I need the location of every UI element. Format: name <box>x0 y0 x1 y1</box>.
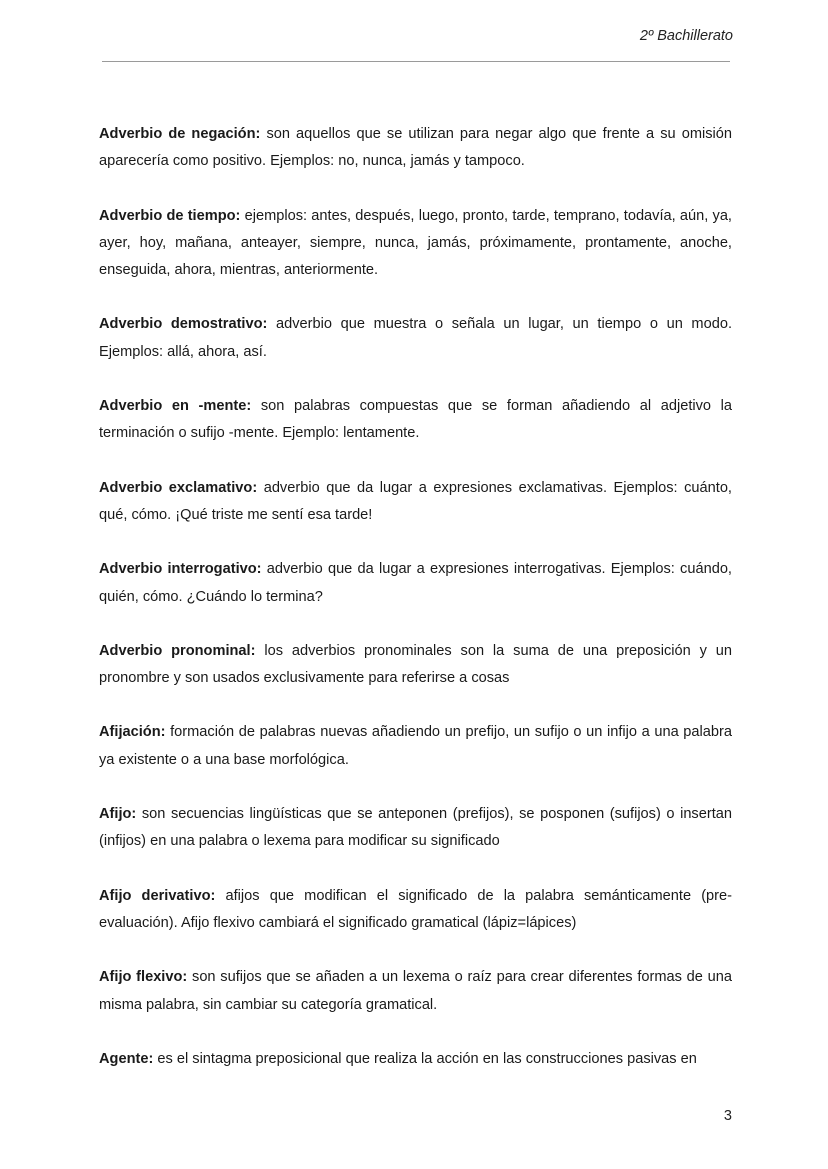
glossary-entry <box>99 964 732 1019</box>
glossary-entry <box>99 121 732 176</box>
entry-definition: los adverbios pronominales son la suma de una preposición y un pronombre y son usados exclusivamente para referirse a cosas <box>99 642 732 687</box>
entry-term: Adverbio exclamativo: <box>99 479 258 496</box>
glossary-entry <box>99 638 732 693</box>
entry-term: Afijo flexivo: <box>99 969 188 986</box>
glossary-entry <box>99 311 732 366</box>
entry-definition: son sufijos que se añaden a un lexema o raíz para crear diferentes formas de una misma palabra, sin cambiar su categoría gramatical. <box>99 969 733 1013</box>
entry-definition: es el sintagma preposicional que realiza la acción en las construcciones pasivas en <box>157 1050 697 1067</box>
entry-definition: afijos que modifican el significado de la palabra semánticamente (pre-evaluación). Afijo flexivo cambiará el significado gramatical (lápiz=lápices) <box>99 887 733 931</box>
entry-definition: son palabras compuestas que se forman añadiendo al adjetivo la terminación o sufijo -mente. Ejemplo: lentamente. <box>99 398 733 442</box>
entry-term: Adverbio de negación: <box>99 126 261 142</box>
entry-definition: adverbio que muestra o señala un lugar, un tiempo o un modo. Ejemplos: allá, ahora, así. <box>99 316 732 360</box>
glossary-entry <box>99 1046 732 1073</box>
page-header-title: 2º Bachillerato <box>639 28 733 44</box>
entry-term: Afijo: <box>99 806 137 823</box>
glossary-entry <box>99 203 732 285</box>
entry-definition: formación de palabras nuevas añadiendo un prefijo, un sufijo o un infijo a una palabra ya existente o a una base morfológica. <box>99 724 732 768</box>
entry-definition: ejemplos: antes, después, luego, pronto, tarde, temprano, todavía, aún, ya, ayer, hoy, mañana, anteayer, siempre, nunca, jamás, próximamente, prontamente, anoche, enseguida, ahora, mientras, anteriormente. <box>99 207 732 279</box>
entry-definition: son aquellos que se utilizan para negar algo que frente a su omisión aparecería como positivo. Ejemplos: no, nunca, jamás y tampoco. <box>99 126 732 170</box>
header-divider <box>102 61 730 62</box>
glossary-entry <box>99 475 732 530</box>
entry-term: Adverbio en -mente: <box>99 398 252 415</box>
entry-term: Adverbio pronominal: <box>99 642 256 659</box>
glossary-entry <box>99 801 732 856</box>
glossary-entry <box>99 556 732 611</box>
entry-term: Adverbio de tiempo: <box>99 207 241 224</box>
entry-term: Afijo derivativo: <box>99 887 216 904</box>
glossary-entry <box>99 393 732 448</box>
glossary-entries <box>99 121 732 1100</box>
entry-term: Adverbio interrogativo: <box>99 561 262 578</box>
entry-definition: adverbio que da lugar a expresiones exclamativas. Ejemplos: cuánto, qué, cómo. ¡Qué triste me sentí esa tarde! <box>99 479 732 523</box>
entry-definition: adverbio que da lugar a expresiones interrogativas. Ejemplos: cuándo, quién, cómo. ¿Cuándo lo termina? <box>99 561 732 605</box>
page-number: 3 <box>723 1108 732 1124</box>
entry-term: Adverbio demostrativo: <box>99 316 268 333</box>
glossary-entry <box>99 883 732 938</box>
entry-term: Agente: <box>99 1050 154 1067</box>
entry-definition: son secuencias lingüísticas que se anteponen (prefijos), se posponen (sufijos) o insertan (infijos) en una palabra o lexema para modificar su significado <box>99 806 732 850</box>
entry-term: Afijación: <box>99 724 166 741</box>
glossary-entry <box>99 719 732 774</box>
